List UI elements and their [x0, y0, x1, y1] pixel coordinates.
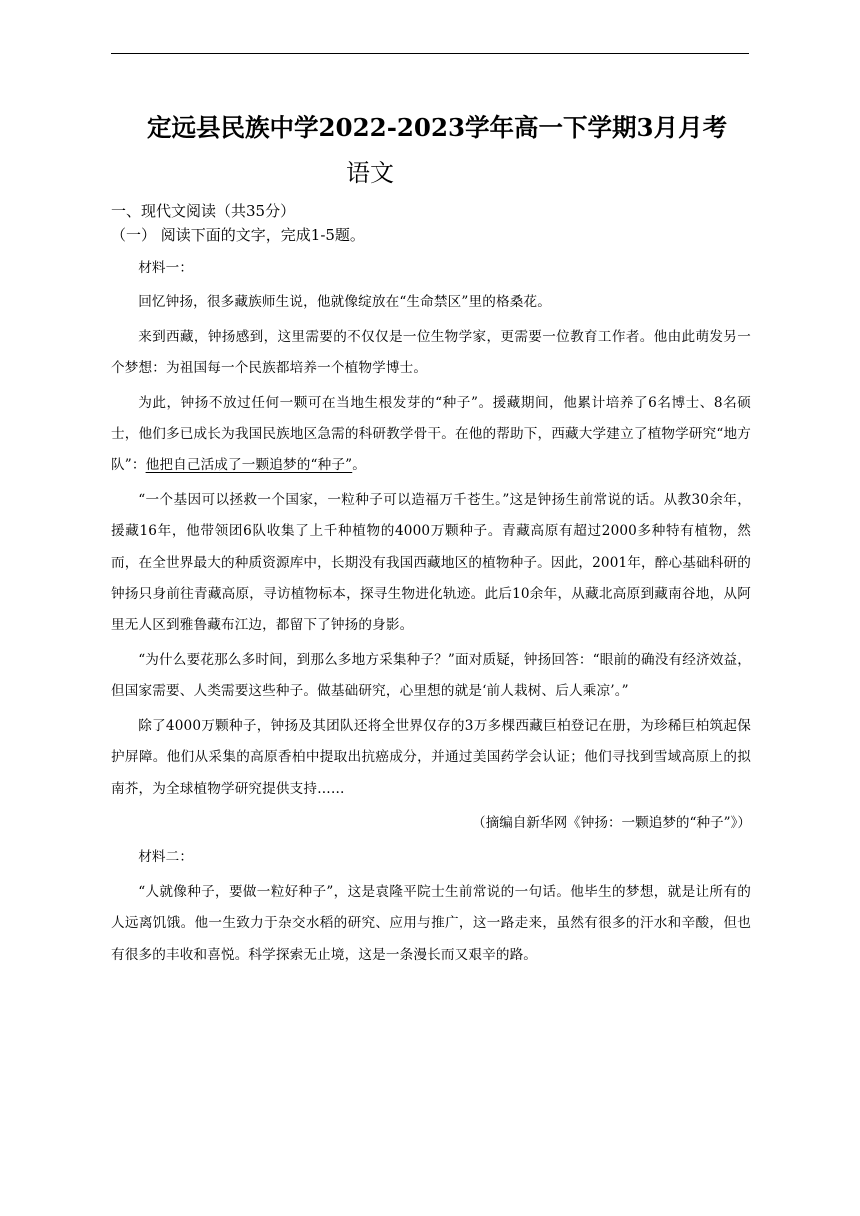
material1-paragraph-3-end: 。: [352, 457, 366, 474]
material1-paragraph-6: 除了4000万颗种子，钟扬及其团队还将全世界仅存的3万多棵西藏巨柏登记在册，为珍稀巨柏筑起保护屏障。他们从采集的高原香柏中提取出抗癌成分，并通过美国药学会认证；他们寻找到雪域高原上的拟南芥，为全球植物学研究提供支持……: [111, 717, 751, 797]
exam-body: [111, 199, 751, 974]
underlined-sentence: 他把自己活成了一颗追梦的“种子”: [145, 457, 353, 474]
section-heading: 一、现代文阅读（共35分）: [111, 202, 296, 220]
material1-label: 材料一：: [138, 260, 194, 276]
exam-title: 定远县民族中学2022-2023学年高一下学期3月月考: [147, 113, 728, 142]
material1-paragraph-2: 来到西藏，钟扬感到，这里需要的不仅仅是一位生物学家，更需要一位教育工作者。他由此萌发另一个梦想：为祖国每一个民族都培养一个植物学博士。: [111, 328, 751, 377]
material1-paragraph-4: “一个基因可以拯救一个国家，一粒种子可以造福万千苍生。”这是钟扬生前常说的话。从教30余年，援藏16年，他带领团6队收集了上千种植物的4000万颗种子。青藏高原有超过2000多种特有植物，然而，在全世界最大的种质资源库中，长期没有我国西藏地区的植物种子。因此，2001年，醉心基础科研的钟扬只身前往青藏高原，寻访植物标本，探寻生物进化轨迹。此后10余年，从藏北高原到藏南谷地，从阿里无人区到雅鲁藏布江边，都留下了钟扬的身影。: [111, 491, 752, 634]
material2-paragraph-1: “人就像种子，要做一粒好种子”，这是袁隆平院士生前常说的一句话。他毕生的梦想，就是让所有的人远离饥饿。他一生致力于杂交水稻的研究、应用与推广，这一路走来，虽然有很多的汗水和辛酸，但也有很多的丰收和喜悦。科学探索无止境，这是一条漫长而又艰辛的路。: [111, 883, 751, 963]
material1-paragraph-3: [111, 388, 751, 482]
material2-label: 材料二：: [138, 849, 194, 866]
header-rule: [111, 53, 749, 54]
part-heading: （一） 阅读下面的文字，完成1-5题。: [111, 226, 365, 244]
exam-subject: 语文: [346, 159, 394, 187]
material1-paragraph-1: 回忆钟扬，很多藏族师生说，他就像绽放在“生命禁区”里的格桑花。: [138, 294, 551, 311]
material1-paragraph-5: “为什么要花那么多时间，到那么多地方采集种子？”面对质疑，钟扬回答：“眼前的确没有经济效益，但国家需要、人类需要这些种子。做基础研究，心里想的就是‘前人栽树、后人乘凉’。”: [111, 651, 751, 700]
material1-source: （摘编自新华网《钟扬：一颗追梦的“种子”》）: [472, 814, 751, 831]
material1-paragraph-3-start: 为此，钟扬不放过任何一颗可在当地生根发芽的“种子”。援藏期间，他累计培养了6名博士、8名硕士，他们多已成长为我国民族地区急需的科研教学骨干。在他的帮助下，西藏大学建立了植物学研究“地方队”：: [111, 394, 751, 474]
